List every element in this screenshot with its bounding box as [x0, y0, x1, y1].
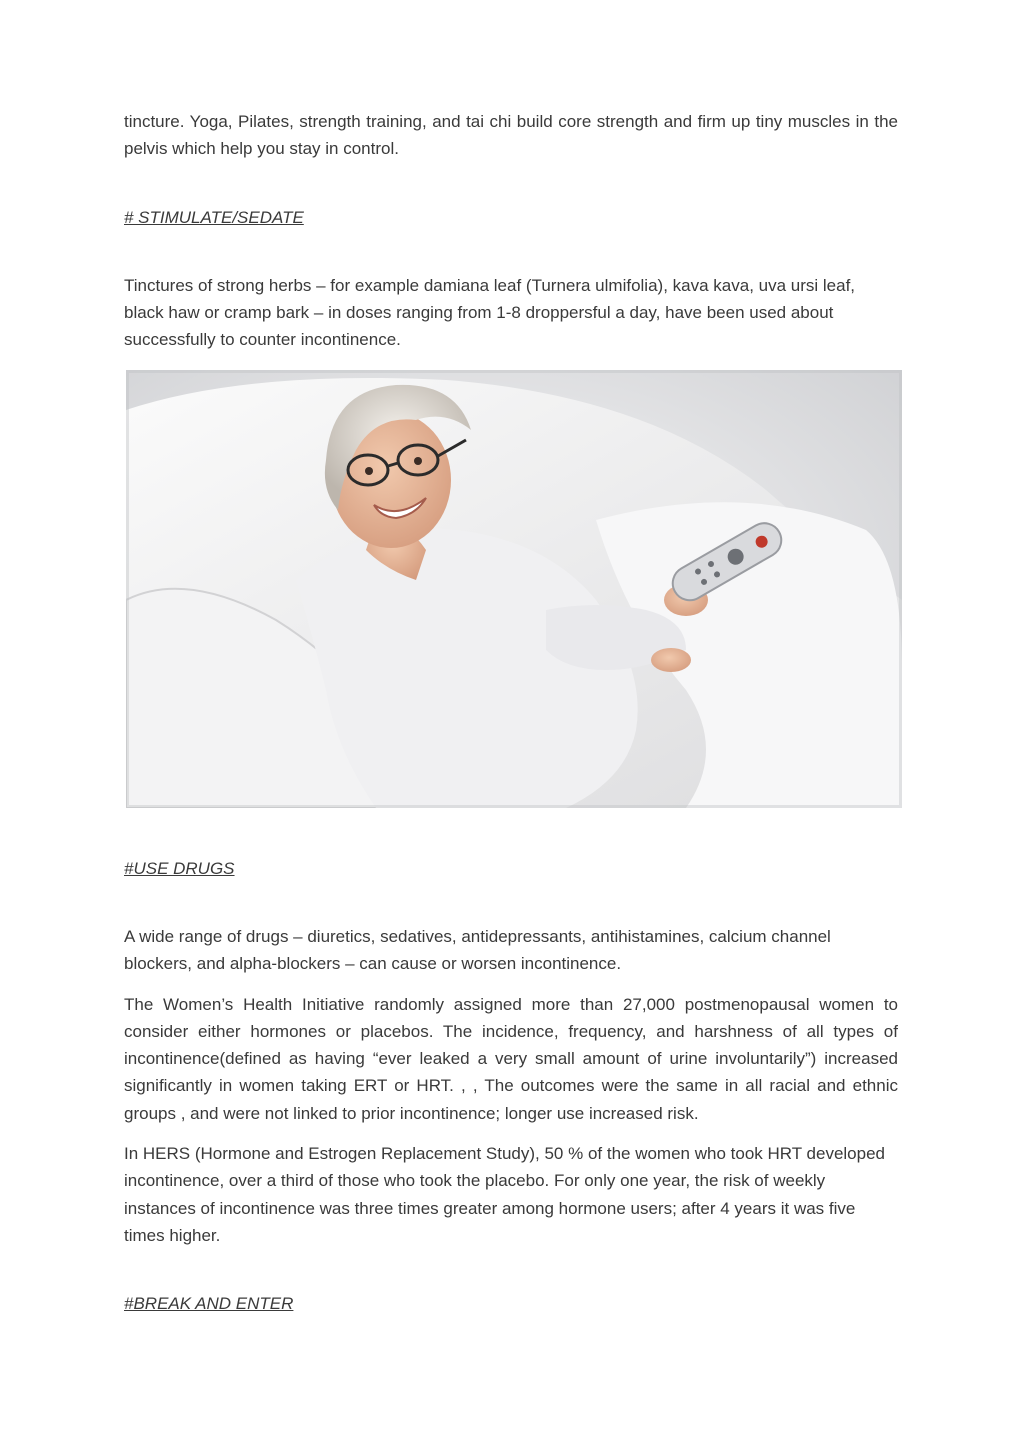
- heading-break-and-enter: #BREAK AND ENTER: [124, 1294, 294, 1314]
- intro-paragraph: tincture. Yoga, Pilates, strength training, and tai chi build core strength and firm up tiny muscles in the pelvis which help you stay in control.: [124, 112, 898, 159]
- photo-woman-with-remote: [126, 370, 902, 808]
- drugs-paragraph-2: The Women’s Health Initiative randomly assigned more than 27,000 postmenopausal women to consider either hormones or placebos. The incidence, frequency, and harshness of all types of incontinence(defined as having “ever leaked a very small amount of urine involuntarily”) increased significantly in women taking ERT or HRT. , , The outcomes were the same in all racial and ethnic groups , and were not linked to prior incontinence; longer use increased risk.: [124, 994, 898, 1123]
- document-body-lower: [124, 855, 898, 1317]
- drugs-paragraph-1: A wide range of drugs – diuretics, sedatives, antidepressants, antihistamines, calcium channel blockers, and alpha-blockers – can cause or worsen incontinence.: [124, 927, 831, 974]
- heading-use-drugs: #USE DRUGS: [124, 859, 235, 878]
- document-body: [124, 108, 898, 353]
- stimulate-paragraph: Tinctures of strong herbs – for example damiana leaf (Turnera ulmifolia), kava kava, uva ursi leaf, black haw or cramp bark – in doses ranging from 1-8 droppersful a day, have been used about successfully to counter incontinence.: [124, 275, 856, 350]
- drugs-paragraph-3: In HERS (Hormone and Estrogen Replacement Study), 50 % of the women who took HRT developed incontinence, over a third of those who took the placebo. For only one year, the risk of weekly instances of incontinence was three times greater among hormone users; after 4 years it was five times higher.: [124, 1144, 885, 1245]
- heading-stimulate-sedate: # STIMULATE/SEDATE: [124, 207, 304, 227]
